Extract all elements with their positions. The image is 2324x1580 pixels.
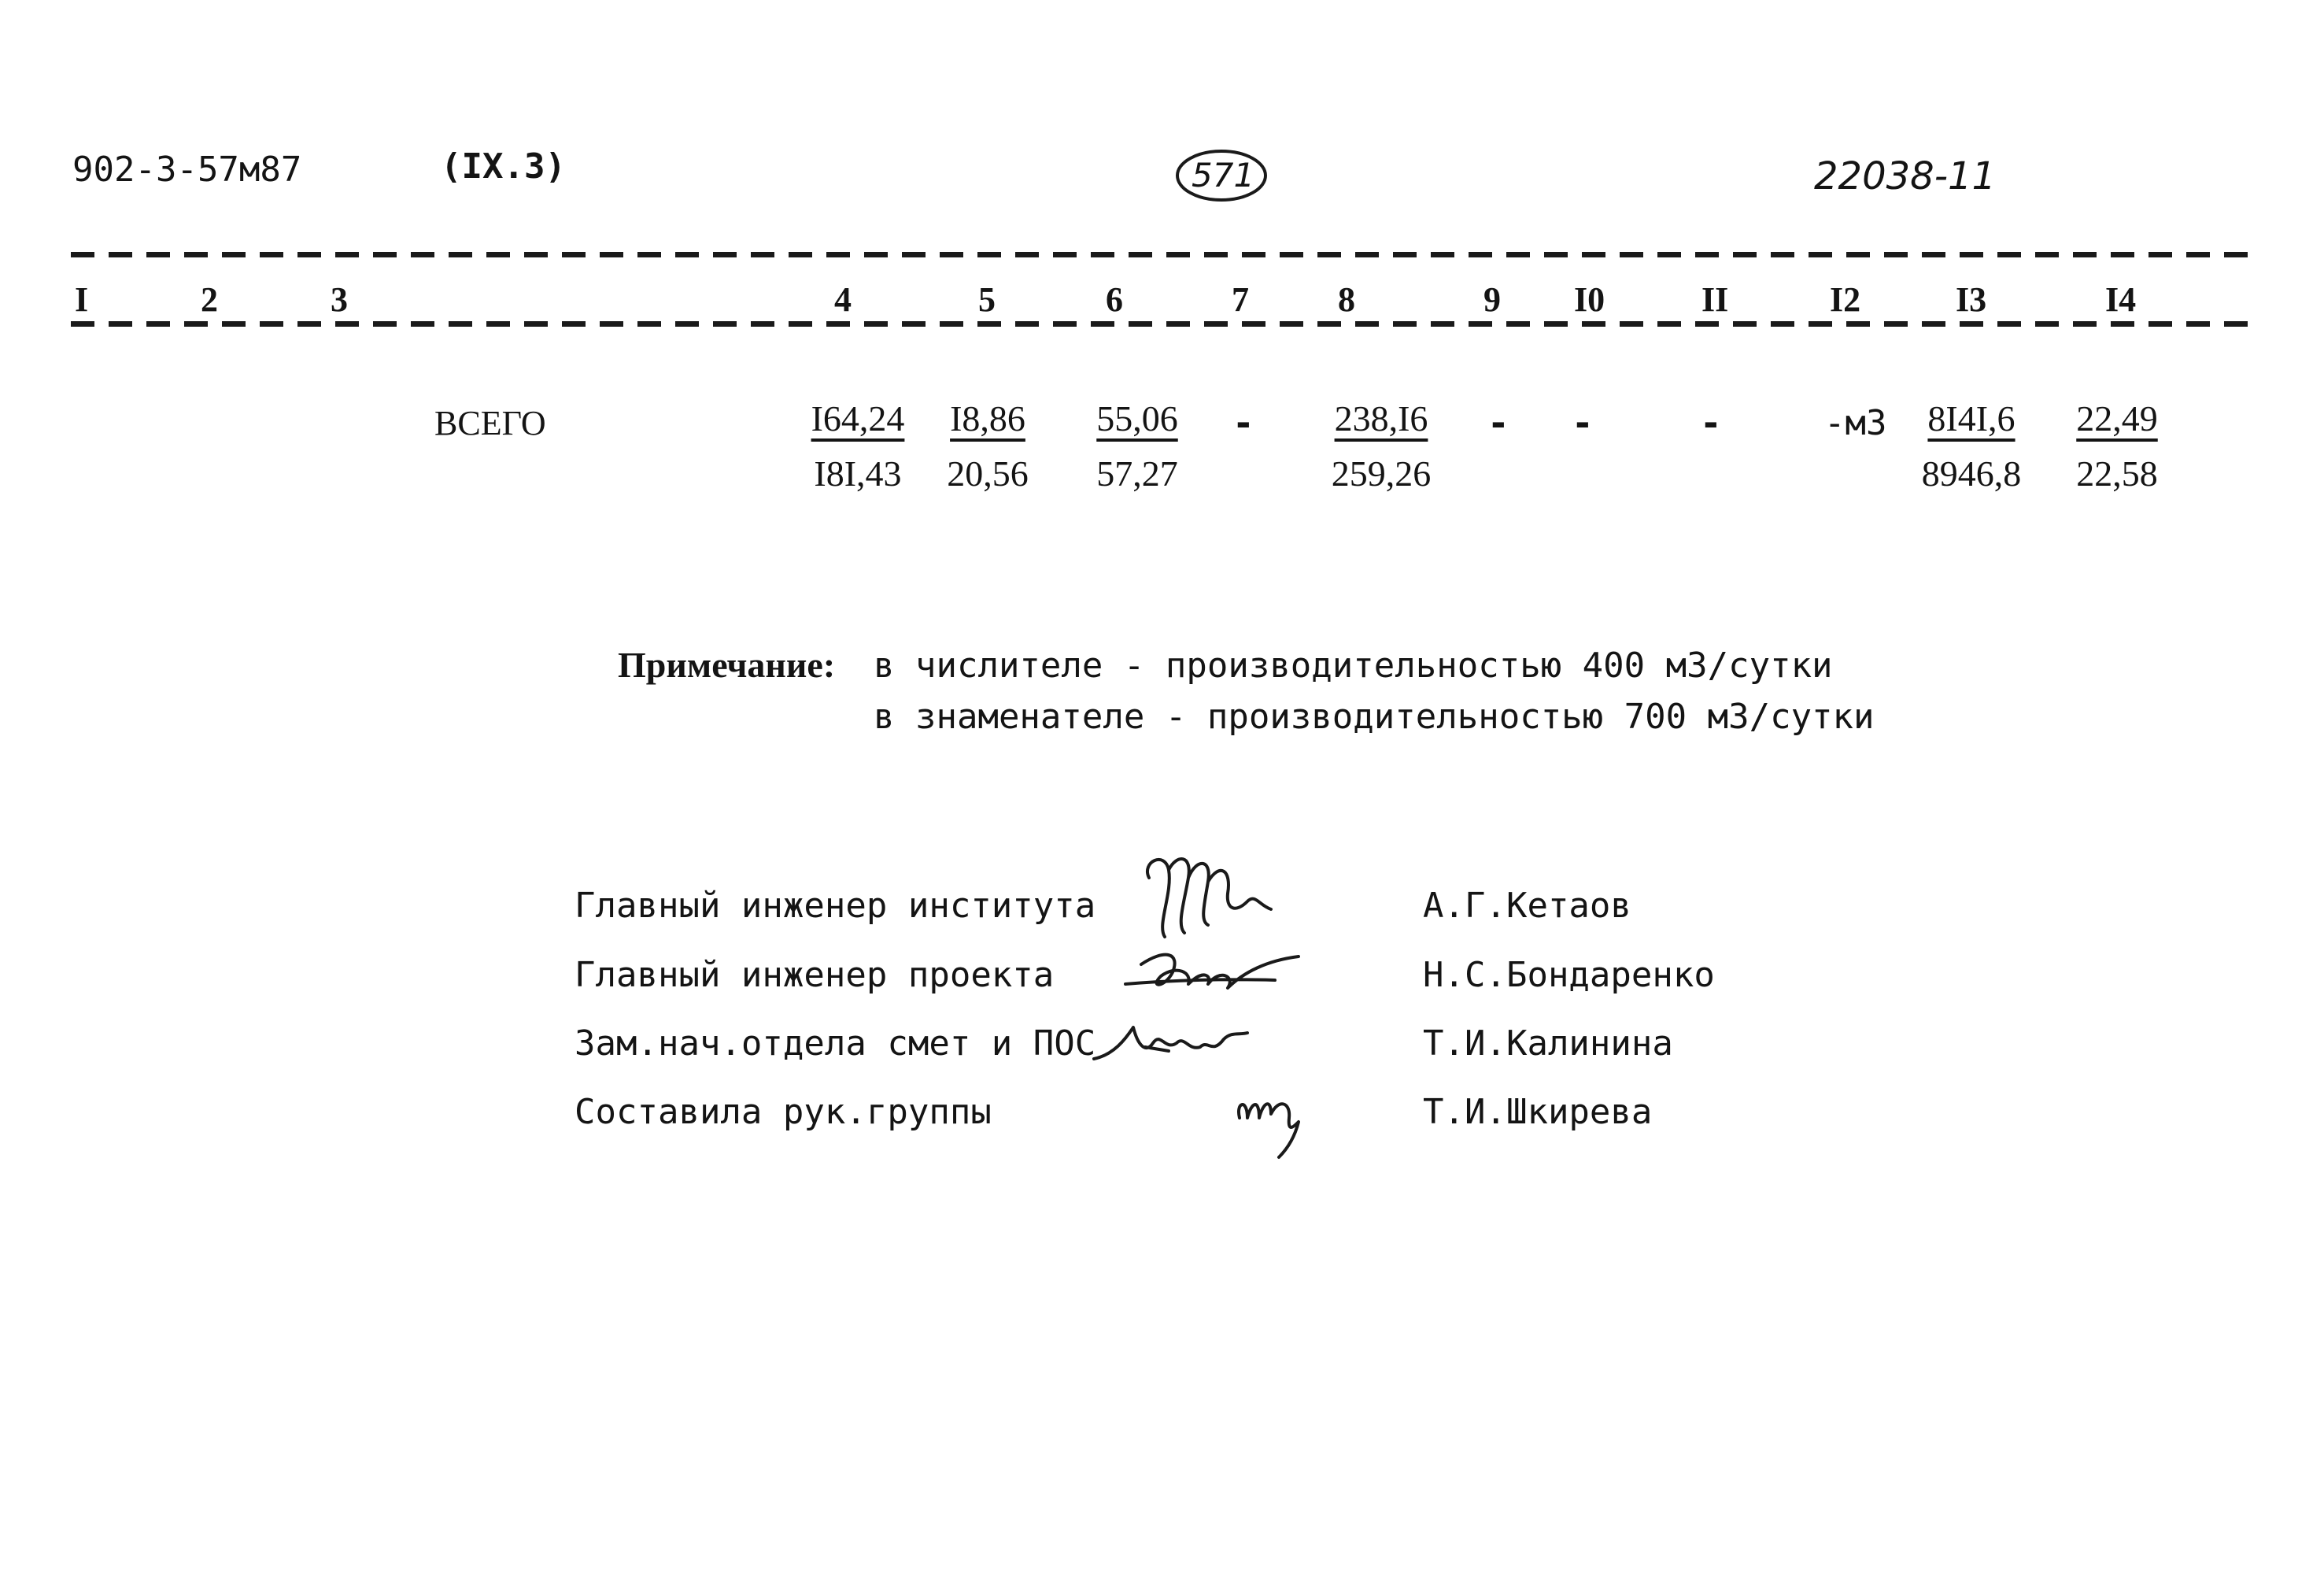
signature-name-chief-engineer-institute: А.Г.Кетаов bbox=[1423, 886, 1631, 926]
note-line-1: в числителе - производительностью 400 м3/сутки bbox=[874, 646, 1833, 686]
page-number-stamp bbox=[1174, 148, 1269, 203]
total-col5-numerator: I8,86 bbox=[950, 398, 1025, 438]
note-line-2: в знаменателе - производительностью 700 м3/сутки bbox=[874, 697, 1875, 737]
total-col9: - bbox=[1487, 401, 1509, 444]
total-col10: - bbox=[1572, 401, 1594, 444]
signature-role-group-lead: Составила рук.группы bbox=[575, 1092, 992, 1132]
column-number: I bbox=[75, 280, 89, 319]
document-code: 902-3-57м87 bbox=[72, 150, 302, 190]
note-label: Примечание: bbox=[618, 645, 836, 685]
inventory-number: 22038-11 bbox=[1814, 154, 1997, 198]
total-col4-numerator: I64,24 bbox=[811, 398, 905, 438]
column-number: II bbox=[1701, 280, 1729, 319]
total-col6-denominator: 57,27 bbox=[1096, 453, 1178, 494]
column-number: 8 bbox=[1338, 280, 1355, 319]
total-col13-numerator: 8I4I,6 bbox=[1927, 398, 2015, 438]
section-code: (IX.3) bbox=[441, 146, 566, 187]
table-bottom-rule bbox=[71, 321, 2259, 327]
totals-label: ВСЕГО bbox=[434, 404, 546, 442]
total-col11: - bbox=[1700, 401, 1722, 444]
signature-role-chief-engineer-project: Главный инженер проекта bbox=[575, 955, 1055, 995]
total-col14-denominator: 22,58 bbox=[2076, 453, 2158, 494]
signature-name-chief-engineer-project: Н.С.Бондаренко bbox=[1423, 955, 1715, 995]
handwritten-signature bbox=[1090, 1016, 1271, 1071]
column-number: I0 bbox=[1574, 280, 1605, 319]
column-number: 4 bbox=[834, 280, 852, 319]
column-number: 3 bbox=[331, 280, 348, 319]
handwritten-signature bbox=[1118, 941, 1306, 1004]
column-number: 9 bbox=[1483, 280, 1501, 319]
column-number: 7 bbox=[1232, 280, 1249, 319]
column-number: I4 bbox=[2105, 280, 2137, 319]
total-col7: - bbox=[1232, 401, 1254, 444]
column-number: 6 bbox=[1106, 280, 1123, 319]
total-col14-numerator: 22,49 bbox=[2076, 398, 2158, 438]
signature-name-group-lead: Т.И.Шкирева bbox=[1423, 1092, 1653, 1132]
column-number: I3 bbox=[1956, 280, 1987, 319]
signature-role-deputy-head-estimates: Зам.нач.отдела смет и ПОС bbox=[575, 1023, 1096, 1064]
total-col5-denominator: 20,56 bbox=[947, 453, 1029, 494]
total-col12-unit: -м3 bbox=[1824, 403, 1887, 443]
total-col6-numerator: 55,06 bbox=[1096, 398, 1178, 438]
handwritten-signature bbox=[1228, 1079, 1322, 1165]
signature-role-chief-engineer-institute: Главный инженер института bbox=[575, 886, 1096, 926]
signature-name-deputy-head-estimates: Т.И.Калинина bbox=[1423, 1023, 1673, 1064]
column-number: 5 bbox=[978, 280, 996, 319]
page-number: 571 bbox=[1192, 156, 1255, 194]
table-top-rule bbox=[71, 252, 2259, 257]
column-number: 2 bbox=[201, 280, 218, 319]
total-col8-numerator: 238,I6 bbox=[1334, 398, 1428, 438]
total-col13-denominator: 8946,8 bbox=[1921, 453, 2022, 494]
column-number: I2 bbox=[1830, 280, 1861, 319]
handwritten-signature bbox=[1133, 846, 1291, 949]
total-col4-denominator: I8I,43 bbox=[814, 453, 902, 494]
total-col8-denominator: 259,26 bbox=[1331, 453, 1432, 494]
